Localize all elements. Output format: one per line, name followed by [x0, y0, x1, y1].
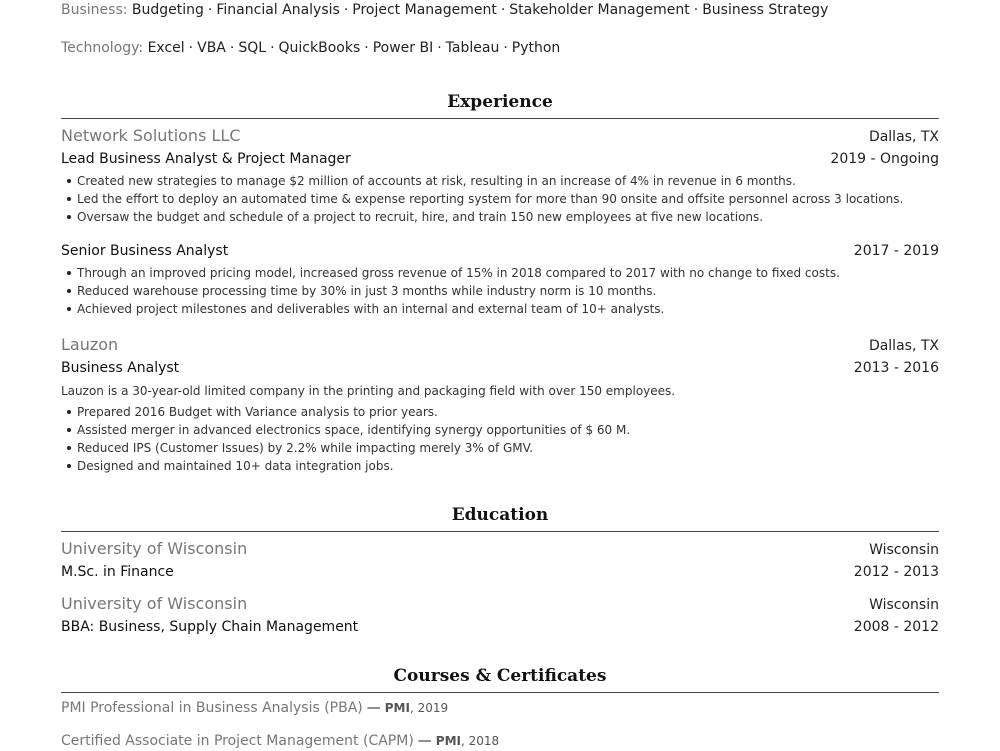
course-dash: — [417, 733, 432, 749]
experience-entry [61, 125, 939, 226]
job-dates: 2013 - 2016 [853, 360, 939, 376]
list-item: Led the effort to deploy an automated time & expense reporting system for more than 90 onsite and offsite personnel across 3 locations. [61, 190, 939, 208]
course-dash: — [366, 700, 381, 716]
skills-business-label: Business: [61, 2, 128, 18]
job-title: Lead Business Analyst & Project Manager [61, 151, 351, 167]
list-item: Oversaw the budget and schedule of a project to recruit, hire, and train 150 new employees at five new locations. [61, 208, 939, 226]
job-bullets [61, 264, 939, 318]
skill-item: Project Management [352, 2, 497, 18]
skills-technology: Technology: Excel · VBA · SQL · QuickBooks · Power BI · Tableau · Python [61, 40, 561, 56]
job-location: Dallas, TX [868, 338, 939, 354]
skill-item: Business Strategy [702, 2, 829, 18]
skill-item: Power BI [372, 40, 434, 56]
job-dates: 2019 - Ongoing [830, 151, 939, 167]
course-year: 2019 [417, 701, 449, 715]
company-name: Lauzon [61, 335, 119, 354]
course-entry: Certified Associate in Project Management (CAPM) — PMI, 2018 [61, 733, 500, 749]
skills-technology-label: Technology: [61, 40, 144, 56]
job-title: Senior Business Analyst [61, 243, 229, 259]
course-year: 2018 [468, 734, 500, 748]
education-dates: 2012 - 2013 [853, 564, 939, 580]
school-name: University of Wisconsin [61, 539, 248, 558]
course-issuer: PMI [435, 734, 461, 748]
degree: M.Sc. in Finance [61, 564, 174, 580]
school-location: Wisconsin [869, 542, 939, 558]
skill-item: VBA [197, 40, 226, 56]
list-item: Reduced IPS (Customer Issues) by 2.2% while impacting merely 3% of GMV. [61, 439, 939, 457]
list-item: Through an improved pricing model, increased gross revenue of 15% in 2018 compared to 2017 with no change to fixed costs. [61, 264, 939, 282]
skill-item: QuickBooks [278, 40, 361, 56]
list-item: Designed and maintained 10+ data integration jobs. [61, 457, 939, 475]
courses-heading: Courses & Certificates [61, 665, 939, 693]
job-bullets [61, 172, 939, 226]
skill-item: Financial Analysis [216, 2, 340, 18]
skill-item: Stakeholder Management [509, 2, 690, 18]
job-bullets [61, 403, 939, 475]
skills-business: Business: Budgeting · Financial Analysis · Project Management · Stakeholder Management · Business Strategy [61, 2, 829, 18]
job-title: Business Analyst [61, 360, 180, 376]
job-dates: 2017 - 2019 [853, 243, 939, 259]
job-location: Dallas, TX [868, 129, 939, 145]
school-name: University of Wisconsin [61, 594, 248, 613]
experience-heading: Experience [61, 91, 939, 119]
company-name: Network Solutions LLC [61, 126, 241, 145]
skill-item: Budgeting [131, 2, 204, 18]
skill-item: SQL [238, 40, 267, 56]
degree: BBA: Business, Supply Chain Management [61, 619, 359, 635]
experience-entry [61, 334, 939, 475]
experience-entry [61, 240, 939, 318]
course-name: PMI Professional in Business Analysis (PBA) [61, 700, 363, 716]
education-heading: Education [61, 504, 939, 532]
skill-item: Excel [147, 40, 185, 56]
skill-item: Tableau [445, 40, 500, 56]
education-dates: 2008 - 2012 [853, 619, 939, 635]
list-item: Reduced warehouse processing time by 30% in just 3 months while industry norm is 10 months. [61, 282, 939, 300]
company-summary: Lauzon is a 30-year-old limited company in the printing and packaging field with over 150 employees. [61, 384, 676, 398]
school-location: Wisconsin [869, 597, 939, 613]
skill-item: Python [511, 40, 561, 56]
education-entry [61, 593, 939, 638]
course-name: Certified Associate in Project Management (CAPM) [61, 733, 414, 749]
list-item: Created new strategies to manage $2 million of accounts at risk, resulting in an increase of 4% in revenue in 6 months. [61, 172, 939, 190]
course-issuer: PMI [384, 701, 410, 715]
education-entry [61, 538, 939, 583]
list-item: Achieved project milestones and deliverables with an internal and external team of 10+ analysts. [61, 300, 939, 318]
list-item: Assisted merger in advanced electronics space, identifying synergy opportunities of $ 60 M. [61, 421, 939, 439]
course-entry: PMI Professional in Business Analysis (PBA) — PMI, 2019 [61, 700, 449, 716]
list-item: Prepared 2016 Budget with Variance analysis to prior years. [61, 403, 939, 421]
